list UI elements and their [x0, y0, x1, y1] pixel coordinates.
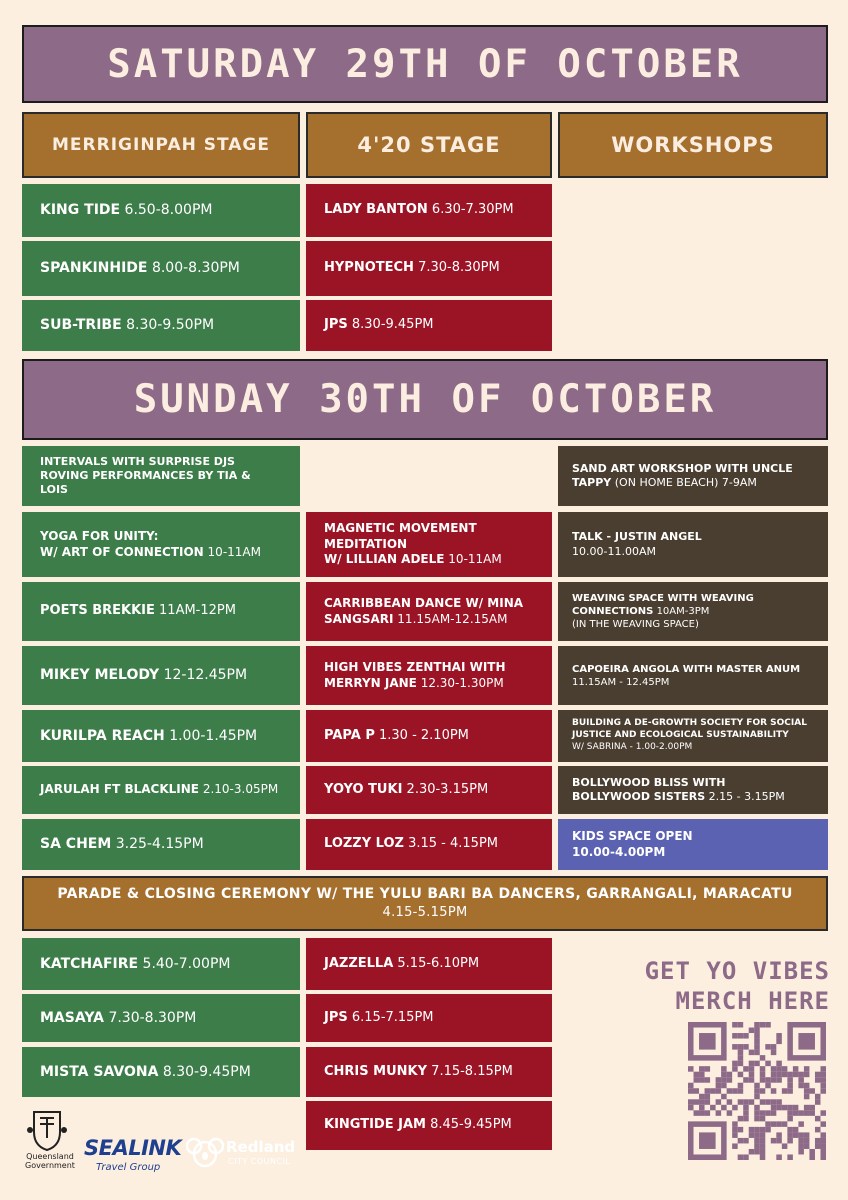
sat-merriginpah-slot: SPANKINHIDE 8.00-8.30PM: [22, 241, 300, 296]
sun-workshop-slot: TALK - JUSTIN ANGEL 10.00-11.00AM: [558, 512, 828, 577]
sun-420-slot: HIGH VIBES ZENTHAI WITH MERRYN JANE 12.30-1.30PM: [306, 646, 552, 705]
saturday-title: SATURDAY 29TH OF OCTOBER: [22, 25, 828, 103]
merch-heading: GET YO VIBES MERCH HERE: [644, 957, 830, 1015]
evening-420-slot: KINGTIDE JAM 8.45-9.45PM: [306, 1101, 552, 1150]
sat-420-slot: HYPNOTECH 7.30-8.30PM: [306, 241, 552, 296]
queensland-crest-icon: [26, 1108, 68, 1152]
sun-420-slot: LOZZY LOZ 3.15 - 4.15PM: [306, 819, 552, 870]
evening-merriginpah-slot: MASAYA 7.30-8.30PM: [22, 994, 300, 1042]
sun-420-slot: YOYO TUKI 2.30-3.15PM: [306, 766, 552, 814]
sat-merriginpah-slot: KING TIDE 6.50-8.00PM: [22, 184, 300, 237]
evening-420-slot: JAZZELLA 5.15-6.10PM: [306, 938, 552, 990]
sun-merriginpah-slot: YOGA FOR UNITY: W/ ART OF CONNECTION 10-11AM: [22, 512, 300, 577]
sun-merriginpah-slot: SA CHEM 3.25-4.15PM: [22, 819, 300, 870]
sun-merriginpah-slot: POETS BREKKIE 11AM-12PM: [22, 582, 300, 641]
redland-sub: CITY COUNCIL: [228, 1157, 291, 1166]
sun-420-slot: CARRIBBEAN DANCE W/ MINA SANGSARI 11.15AM-12.15AM: [306, 582, 552, 641]
koala-icon: [186, 1136, 224, 1168]
sun-workshop-kids-space: KIDS SPACE OPEN 10.00-4.00PM: [558, 819, 828, 870]
sun-merriginpah-slot: MIKEY MELODY 12-12.45PM: [22, 646, 300, 705]
sealink-logo: SEALINK: [84, 1136, 182, 1160]
sealink-sub: Travel Group: [96, 1162, 161, 1173]
stage-header-workshops: WORKSHOPS: [558, 112, 828, 178]
sun-workshop-slot: BUILDING A DE-GROWTH SOCIETY FOR SOCIAL JUSTICE AND ECOLOGICAL SUSTAINABILITY W/ SABRINA - 1.00-2.00PM: [558, 710, 828, 762]
evening-420-slot: JPS 6.15-7.15PM: [306, 994, 552, 1042]
sun-workshop-slot: SAND ART WORKSHOP WITH UNCLE TAPPY (ON HOME BEACH) 7-9AM: [558, 446, 828, 506]
stage-header-420: 4'20 STAGE: [306, 112, 552, 178]
sat-420-slot: LADY BANTON 6.30-7.30PM: [306, 184, 552, 237]
qr-code-icon[interactable]: [688, 1022, 826, 1160]
sun-420-slot: MAGNETIC MOVEMENT MEDITATION W/ LILLIAN ADELE 10-11AM: [306, 512, 552, 577]
sunday-title: SUNDAY 30TH OF OCTOBER: [22, 359, 828, 440]
sun-merriginpah-slot: INTERVALS WITH SURPRISE DJS ROVING PERFORMANCES BY TIA & LOIS: [22, 446, 300, 506]
sun-workshop-slot: CAPOEIRA ANGOLA WITH MASTER ANUM 11.15AM - 12.45PM: [558, 646, 828, 705]
parade-banner: PARADE & CLOSING CEREMONY W/ THE YULU BARI BA DANCERS, GARRANGALI, MARACATU 4.15-5.15PM: [22, 876, 828, 931]
sun-merriginpah-slot: JARULAH FT BLACKLINE 2.10-3.05PM: [22, 766, 300, 814]
queensland-government-text: Queensland Government: [25, 1152, 75, 1171]
sun-workshop-slot: WEAVING SPACE WITH WEAVING CONNECTIONS 10AM-3PM (IN THE WEAVING SPACE): [558, 582, 828, 641]
sun-workshop-slot: BOLLYWOOD BLISS WITH BOLLYWOOD SISTERS 2.15 - 3.15PM: [558, 766, 828, 814]
evening-420-slot: CHRIS MUNKY 7.15-8.15PM: [306, 1047, 552, 1097]
redland-logo: Redland: [226, 1138, 296, 1156]
stage-header-merriginpah: MERRIGINPAH STAGE: [22, 112, 300, 178]
evening-merriginpah-slot: MISTA SAVONA 8.30-9.45PM: [22, 1047, 300, 1097]
sun-merriginpah-slot: KURILPA REACH 1.00-1.45PM: [22, 710, 300, 762]
sat-merriginpah-slot: SUB-TRIBE 8.30-9.50PM: [22, 300, 300, 351]
sat-420-slot: JPS 8.30-9.45PM: [306, 300, 552, 351]
evening-merriginpah-slot: KATCHAFIRE 5.40-7.00PM: [22, 938, 300, 990]
sun-420-slot: PAPA P 1.30 - 2.10PM: [306, 710, 552, 762]
